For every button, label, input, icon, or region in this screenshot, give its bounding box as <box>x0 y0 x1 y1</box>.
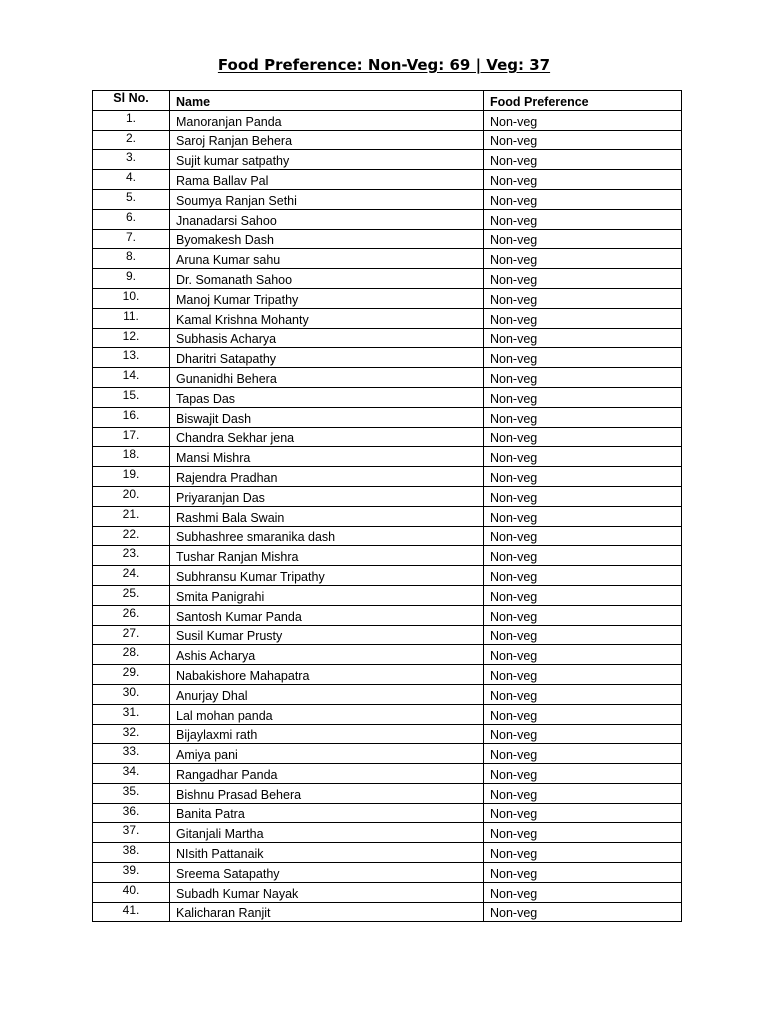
sl-no-cell: 26. <box>93 605 170 625</box>
table-row <box>93 308 682 328</box>
name-cell: Bijaylaxmi rath <box>170 724 484 744</box>
table-row <box>93 882 682 902</box>
food-preference-cell: Non-veg <box>484 843 682 863</box>
sl-no-cell: 27. <box>93 625 170 645</box>
table-row <box>93 684 682 704</box>
table-row <box>93 368 682 388</box>
table-row <box>93 249 682 269</box>
food-preference-cell: Non-veg <box>484 625 682 645</box>
sl-no-cell: 21. <box>93 506 170 526</box>
name-cell: Subhasis Acharya <box>170 328 484 348</box>
name-cell: Subhransu Kumar Tripathy <box>170 566 484 586</box>
column-header-sl-no: Sl No. <box>93 91 170 111</box>
name-cell: Dharitri Satapathy <box>170 348 484 368</box>
sl-no-cell: 41. <box>93 902 170 922</box>
table-row <box>93 447 682 467</box>
food-preference-cell: Non-veg <box>484 308 682 328</box>
table-row <box>93 585 682 605</box>
sl-no-cell: 18. <box>93 447 170 467</box>
name-cell: Tapas Das <box>170 387 484 407</box>
table-row <box>93 843 682 863</box>
sl-no-cell: 36. <box>93 803 170 823</box>
food-preference-cell: Non-veg <box>484 249 682 269</box>
food-preference-cell: Non-veg <box>484 605 682 625</box>
name-cell: Sujit kumar satpathy <box>170 150 484 170</box>
sl-no-cell: 30. <box>93 684 170 704</box>
table-row <box>93 764 682 784</box>
food-preference-cell: Non-veg <box>484 724 682 744</box>
name-cell: Ashis Acharya <box>170 645 484 665</box>
table-row <box>93 902 682 922</box>
name-cell: Smita Panigrahi <box>170 585 484 605</box>
food-preference-cell: Non-veg <box>484 288 682 308</box>
sl-no-cell: 7. <box>93 229 170 249</box>
sl-no-cell: 24. <box>93 566 170 586</box>
table-row <box>93 704 682 724</box>
name-cell: Kalicharan Ranjit <box>170 902 484 922</box>
food-preference-cell: Non-veg <box>484 546 682 566</box>
table-row <box>93 130 682 150</box>
name-cell: Rajendra Pradhan <box>170 467 484 487</box>
sl-no-cell: 1. <box>93 110 170 130</box>
name-cell: Jnanadarsi Sahoo <box>170 209 484 229</box>
name-cell: Subhashree smaranika dash <box>170 526 484 546</box>
food-preference-cell: Non-veg <box>484 744 682 764</box>
name-cell: Manoj Kumar Tripathy <box>170 288 484 308</box>
name-cell: Mansi Mishra <box>170 447 484 467</box>
sl-no-cell: 22. <box>93 526 170 546</box>
sl-no-cell: 19. <box>93 467 170 487</box>
table-row <box>93 189 682 209</box>
sl-no-cell: 37. <box>93 823 170 843</box>
sl-no-cell: 6. <box>93 209 170 229</box>
document-title: Food Preference: Non-Veg: 69 | Veg: 37 <box>217 56 551 74</box>
table-row <box>93 546 682 566</box>
table-row <box>93 328 682 348</box>
food-preference-cell: Non-veg <box>484 823 682 843</box>
name-cell: Subadh Kumar Nayak <box>170 882 484 902</box>
table-row <box>93 486 682 506</box>
table-row <box>93 665 682 685</box>
table-row <box>93 526 682 546</box>
sl-no-cell: 28. <box>93 645 170 665</box>
column-header-name: Name <box>170 91 484 111</box>
table-row <box>93 170 682 190</box>
sl-no-cell: 14. <box>93 368 170 388</box>
food-preference-cell: Non-veg <box>484 684 682 704</box>
table-row <box>93 110 682 130</box>
food-preference-cell: Non-veg <box>484 486 682 506</box>
name-cell: Rangadhar Panda <box>170 764 484 784</box>
food-preference-cell: Non-veg <box>484 783 682 803</box>
table-row <box>93 506 682 526</box>
name-cell: Lal mohan panda <box>170 704 484 724</box>
food-preference-cell: Non-veg <box>484 269 682 289</box>
name-cell: Saroj Ranjan Behera <box>170 130 484 150</box>
food-preference-cell: Non-veg <box>484 209 682 229</box>
name-cell: Gunanidhi Behera <box>170 368 484 388</box>
food-preference-cell: Non-veg <box>484 427 682 447</box>
name-cell: Aruna Kumar sahu <box>170 249 484 269</box>
table-row <box>93 803 682 823</box>
table-row <box>93 823 682 843</box>
food-preference-cell: Non-veg <box>484 189 682 209</box>
table-row <box>93 288 682 308</box>
sl-no-cell: 3. <box>93 150 170 170</box>
table-body <box>93 110 682 922</box>
table-row <box>93 566 682 586</box>
sl-no-cell: 31. <box>93 704 170 724</box>
name-cell: Sreema Satapathy <box>170 863 484 883</box>
food-preference-cell: Non-veg <box>484 803 682 823</box>
name-cell: Rama Ballav Pal <box>170 170 484 190</box>
table-row <box>93 348 682 368</box>
food-preference-cell: Non-veg <box>484 150 682 170</box>
name-cell: Priyaranjan Das <box>170 486 484 506</box>
table-row <box>93 744 682 764</box>
name-cell: Soumya Ranjan Sethi <box>170 189 484 209</box>
food-preference-table <box>92 90 682 922</box>
name-cell: Anurjay Dhal <box>170 684 484 704</box>
food-preference-cell: Non-veg <box>484 645 682 665</box>
table-row <box>93 625 682 645</box>
name-cell: Rashmi Bala Swain <box>170 506 484 526</box>
table-row <box>93 863 682 883</box>
sl-no-cell: 34. <box>93 764 170 784</box>
food-preference-cell: Non-veg <box>484 328 682 348</box>
food-preference-cell: Non-veg <box>484 170 682 190</box>
table-header-row <box>93 91 682 111</box>
table-row <box>93 387 682 407</box>
name-cell: Dr. Somanath Sahoo <box>170 269 484 289</box>
name-cell: Manoranjan Panda <box>170 110 484 130</box>
name-cell: Chandra Sekhar jena <box>170 427 484 447</box>
food-preference-cell: Non-veg <box>484 704 682 724</box>
table-row <box>93 209 682 229</box>
name-cell: Santosh Kumar Panda <box>170 605 484 625</box>
food-preference-cell: Non-veg <box>484 882 682 902</box>
table-row <box>93 645 682 665</box>
food-preference-cell: Non-veg <box>484 130 682 150</box>
name-cell: Bishnu Prasad Behera <box>170 783 484 803</box>
sl-no-cell: 5. <box>93 189 170 209</box>
sl-no-cell: 2. <box>93 130 170 150</box>
sl-no-cell: 25. <box>93 585 170 605</box>
sl-no-cell: 11. <box>93 308 170 328</box>
food-preference-cell: Non-veg <box>484 407 682 427</box>
table-row <box>93 269 682 289</box>
name-cell: Banita Patra <box>170 803 484 823</box>
food-preference-cell: Non-veg <box>484 110 682 130</box>
sl-no-cell: 35. <box>93 783 170 803</box>
sl-no-cell: 23. <box>93 546 170 566</box>
sl-no-cell: 13. <box>93 348 170 368</box>
sl-no-cell: 29. <box>93 665 170 685</box>
table-row <box>93 427 682 447</box>
sl-no-cell: 39. <box>93 863 170 883</box>
food-preference-cell: Non-veg <box>484 902 682 922</box>
table-row <box>93 229 682 249</box>
food-preference-cell: Non-veg <box>484 863 682 883</box>
sl-no-cell: 38. <box>93 843 170 863</box>
table-row <box>93 605 682 625</box>
sl-no-cell: 10. <box>93 288 170 308</box>
name-cell: Byomakesh Dash <box>170 229 484 249</box>
name-cell: Gitanjali Martha <box>170 823 484 843</box>
food-preference-cell: Non-veg <box>484 387 682 407</box>
sl-no-cell: 17. <box>93 427 170 447</box>
table-row <box>93 783 682 803</box>
table-row <box>93 724 682 744</box>
sl-no-cell: 12. <box>93 328 170 348</box>
name-cell: Tushar Ranjan Mishra <box>170 546 484 566</box>
food-preference-cell: Non-veg <box>484 764 682 784</box>
sl-no-cell: 32. <box>93 724 170 744</box>
food-preference-cell: Non-veg <box>484 506 682 526</box>
food-preference-cell: Non-veg <box>484 467 682 487</box>
name-cell: Amiya pani <box>170 744 484 764</box>
food-preference-cell: Non-veg <box>484 447 682 467</box>
column-header-food-preference: Food Preference <box>484 91 682 111</box>
sl-no-cell: 15. <box>93 387 170 407</box>
sl-no-cell: 9. <box>93 269 170 289</box>
food-preference-cell: Non-veg <box>484 566 682 586</box>
sl-no-cell: 4. <box>93 170 170 190</box>
sl-no-cell: 33. <box>93 744 170 764</box>
name-cell: Susil Kumar Prusty <box>170 625 484 645</box>
table-row <box>93 467 682 487</box>
food-preference-cell: Non-veg <box>484 348 682 368</box>
name-cell: Nabakishore Mahapatra <box>170 665 484 685</box>
sl-no-cell: 16. <box>93 407 170 427</box>
sl-no-cell: 20. <box>93 486 170 506</box>
table-row <box>93 150 682 170</box>
food-preference-cell: Non-veg <box>484 229 682 249</box>
name-cell: Biswajit Dash <box>170 407 484 427</box>
table-row <box>93 407 682 427</box>
food-preference-cell: Non-veg <box>484 665 682 685</box>
sl-no-cell: 8. <box>93 249 170 269</box>
food-preference-cell: Non-veg <box>484 526 682 546</box>
name-cell: NIsith Pattanaik <box>170 843 484 863</box>
food-preference-cell: Non-veg <box>484 585 682 605</box>
sl-no-cell: 40. <box>93 882 170 902</box>
name-cell: Kamal Krishna Mohanty <box>170 308 484 328</box>
food-preference-cell: Non-veg <box>484 368 682 388</box>
